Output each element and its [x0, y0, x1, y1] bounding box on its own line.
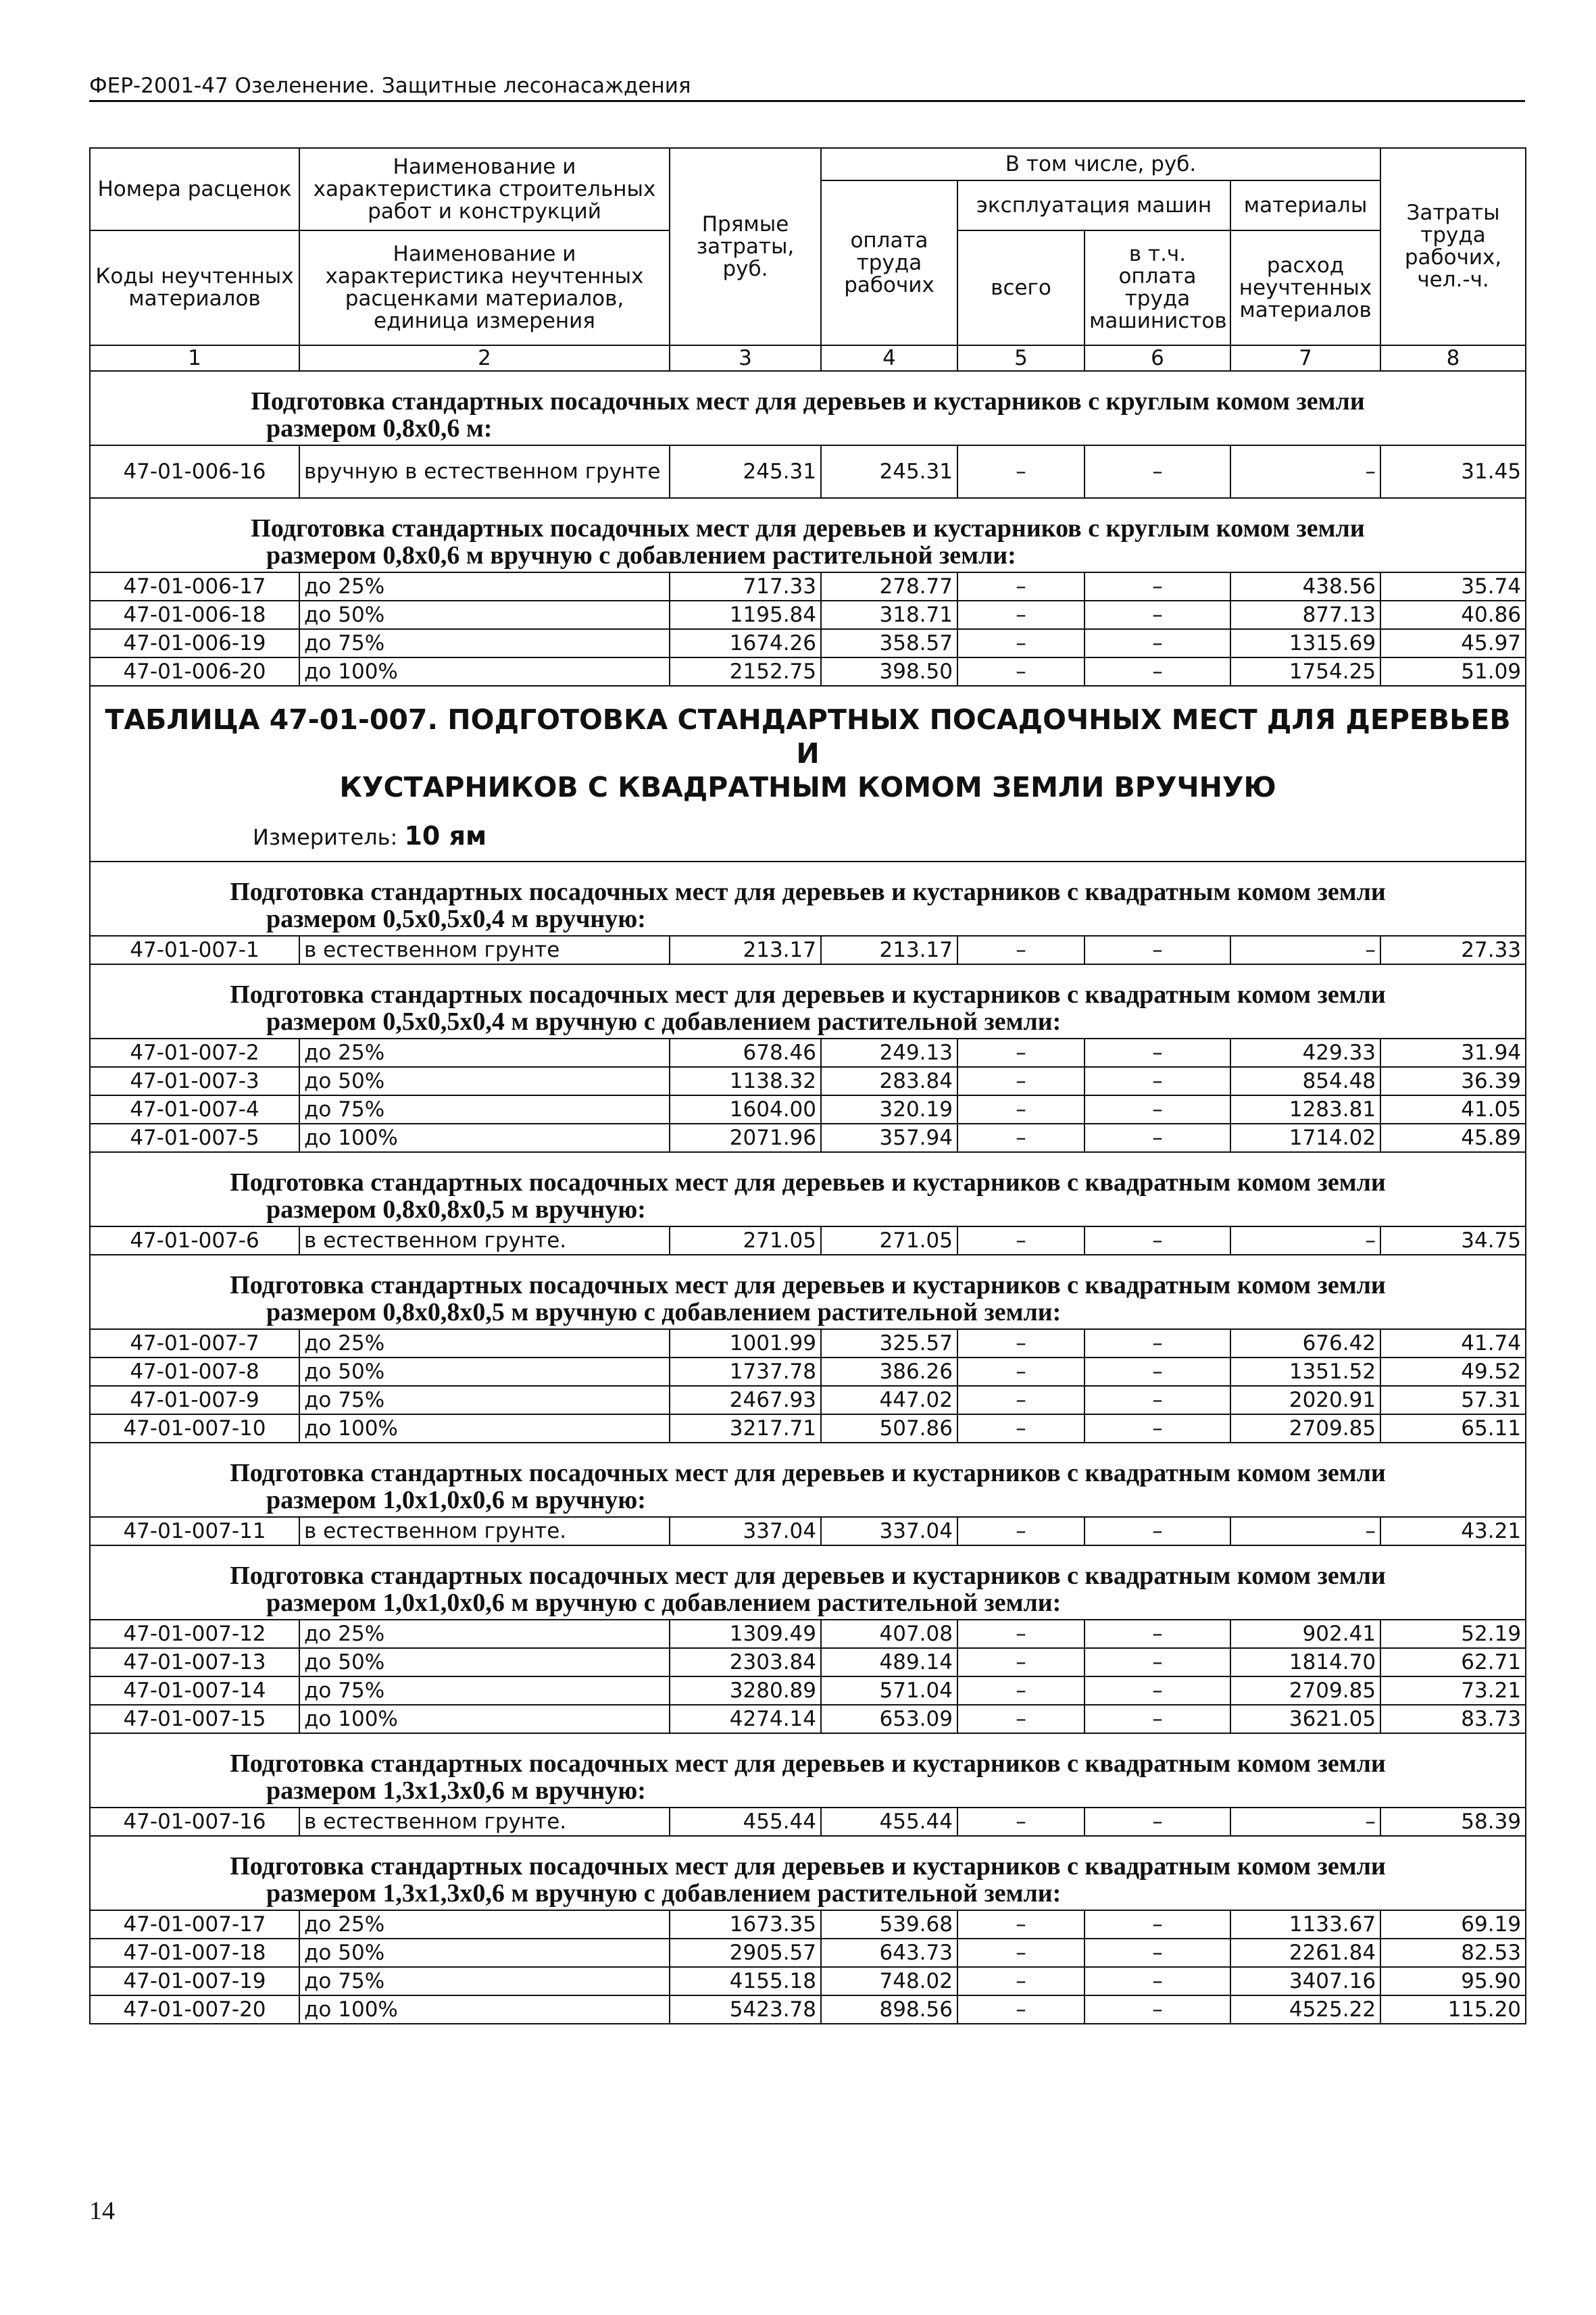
table-cell: 47-01-006-20 — [90, 657, 299, 686]
table-cell: 47-01-007-18 — [90, 1939, 299, 1967]
table-cell: – — [1084, 1067, 1230, 1095]
table-row — [90, 1648, 1526, 1676]
table-cell: 398.50 — [821, 657, 957, 686]
section-heading-line2: размером 1,0х1,0х0,6 м вручную: — [266, 1486, 646, 1514]
table-cell: – — [1230, 936, 1380, 964]
table-cell: до 50% — [299, 1358, 670, 1386]
table-row — [90, 601, 1526, 629]
table-title — [90, 686, 1526, 862]
table-cell: – — [957, 1967, 1084, 1995]
section-heading-line2: размером 0,5х0,5х0,4 м вручную с добавлением растительной земли: — [266, 1007, 1062, 1036]
table-cell: 249.13 — [821, 1039, 957, 1067]
table-cell: 676.42 — [1230, 1329, 1380, 1358]
table-cell: 58.39 — [1380, 1808, 1526, 1836]
table-cell: – — [957, 1939, 1084, 1967]
table-cell: – — [1084, 1967, 1230, 1995]
table-cell: 2709.85 — [1230, 1414, 1380, 1443]
table-cell: – — [957, 1039, 1084, 1067]
section-heading-line1: Подготовка стандартных посадочных мест для деревьев и кустарников с квадратным комом земли — [230, 1271, 1386, 1299]
table-row — [90, 936, 1526, 964]
machines-header: эксплуатация машин — [957, 180, 1230, 230]
table-cell: 898.56 — [821, 1995, 957, 2024]
section-heading — [90, 1545, 1526, 1620]
table-cell: 36.39 — [1380, 1067, 1526, 1095]
table-cell: 43.21 — [1380, 1517, 1526, 1545]
table-cell: 47-01-007-4 — [90, 1095, 299, 1124]
table-cell: 507.86 — [821, 1414, 957, 1443]
table-cell: 245.31 — [670, 445, 821, 498]
table-row — [90, 1095, 1526, 1124]
table-cell: в естественном грунте. — [299, 1808, 670, 1836]
section-heading-row — [90, 371, 1526, 445]
table-row — [90, 1386, 1526, 1414]
table-cell: 1754.25 — [1230, 657, 1380, 686]
section-heading-row — [90, 1443, 1526, 1517]
table-cell: 47-01-007-2 — [90, 1039, 299, 1067]
column-number: 6 — [1084, 345, 1230, 371]
table-cell: – — [1084, 629, 1230, 657]
table-cell: 47-01-007-20 — [90, 1995, 299, 2024]
section-heading-line1: Подготовка стандартных посадочных мест для деревьев и кустарников с квадратным комом земли — [230, 878, 1386, 906]
section-heading — [90, 1255, 1526, 1329]
materials-unaccounted-header: расход неучтенных материалов — [1230, 230, 1380, 345]
table-cell: 3621.05 — [1230, 1705, 1380, 1733]
table-cell: 47-01-006-19 — [90, 629, 299, 657]
table-body — [90, 371, 1526, 2024]
table-cell: 31.94 — [1380, 1039, 1526, 1067]
table-cell: 1001.99 — [670, 1329, 821, 1358]
table-cell: 1315.69 — [1230, 629, 1380, 657]
table-cell: – — [1084, 1517, 1230, 1545]
table-cell: 4155.18 — [670, 1967, 821, 1995]
section-heading-line1: Подготовка стандартных посадочных мест для деревьев и кустарников с квадратным комом земли — [230, 1749, 1386, 1778]
table-cell: 41.74 — [1380, 1329, 1526, 1358]
section-heading-line2: размером 1,3х1,3х0,6 м вручную с добавлением растительной земли: — [266, 1879, 1062, 1908]
table-cell: 3280.89 — [670, 1676, 821, 1705]
table-cell: – — [957, 572, 1084, 601]
table-cell: – — [957, 1648, 1084, 1676]
table-cell: 1737.78 — [670, 1358, 821, 1386]
machines-labor-header: в т.ч. оплата труда машинистов — [1084, 230, 1230, 345]
section-heading-row — [90, 862, 1526, 936]
table-cell: 271.05 — [821, 1226, 957, 1255]
table-cell: 1604.00 — [670, 1095, 821, 1124]
table-row — [90, 1910, 1526, 1939]
table-cell: до 75% — [299, 1676, 670, 1705]
table-cell: 47-01-007-19 — [90, 1967, 299, 1995]
table-cell: – — [1084, 1386, 1230, 1414]
section-heading-line2: размером 1,3х1,3х0,6 м вручную: — [266, 1776, 646, 1805]
section-heading-row — [90, 1545, 1526, 1620]
column-numbers-row — [90, 345, 1526, 371]
table-row — [90, 445, 1526, 498]
table-cell: 539.68 — [821, 1910, 957, 1939]
table-row — [90, 1226, 1526, 1255]
section-heading-line2: размером 0,5х0,5х0,4 м вручную: — [266, 905, 646, 933]
table-cell: 34.75 — [1380, 1226, 1526, 1255]
table-cell: – — [1084, 1676, 1230, 1705]
table-cell: 2261.84 — [1230, 1939, 1380, 1967]
section-heading-line2: размером 1,0х1,0х0,6 м вручную с добавлением растительной земли: — [266, 1589, 1062, 1617]
table-cell: 2152.75 — [670, 657, 821, 686]
table-row — [90, 1517, 1526, 1545]
table-cell: 1138.32 — [670, 1067, 821, 1095]
table-cell: до 50% — [299, 1939, 670, 1967]
col3-header: Прямые затраты, руб. — [670, 148, 821, 345]
table-cell: 51.09 — [1380, 657, 1526, 686]
table-cell: 47-01-007-14 — [90, 1676, 299, 1705]
table-cell: 1714.02 — [1230, 1124, 1380, 1152]
table-cell: 2303.84 — [670, 1648, 821, 1676]
table-cell: 47-01-007-11 — [90, 1517, 299, 1545]
table-cell: до 100% — [299, 1124, 670, 1152]
table-cell: до 25% — [299, 1039, 670, 1067]
table-cell: 571.04 — [821, 1676, 957, 1705]
table-cell: – — [957, 657, 1084, 686]
table-row — [90, 1939, 1526, 1967]
table-cell: – — [957, 1910, 1084, 1939]
section-heading-row — [90, 1255, 1526, 1329]
table-cell: – — [1084, 572, 1230, 601]
table-cell: в естественном грунте. — [299, 1517, 670, 1545]
table-cell: 47-01-007-13 — [90, 1648, 299, 1676]
table-cell: – — [1084, 936, 1230, 964]
table-cell: – — [1084, 445, 1230, 498]
table-row — [90, 1358, 1526, 1386]
table-cell: 1195.84 — [670, 601, 821, 629]
table-cell: – — [1084, 1648, 1230, 1676]
table-cell: 82.53 — [1380, 1939, 1526, 1967]
table-cell: 271.05 — [670, 1226, 821, 1255]
table-cell: 115.20 — [1380, 1995, 1526, 2024]
table-cell: – — [1084, 1329, 1230, 1358]
table-cell: 95.90 — [1380, 1967, 1526, 1995]
table-cell: до 25% — [299, 1620, 670, 1648]
machines-total-header: всего — [957, 230, 1084, 345]
section-heading — [90, 1836, 1526, 1910]
table-cell: – — [957, 936, 1084, 964]
section-heading-row — [90, 1152, 1526, 1226]
section-heading — [90, 1443, 1526, 1517]
table-cell: – — [957, 1808, 1084, 1836]
section-heading-row — [90, 1733, 1526, 1808]
table-cell: 717.33 — [670, 572, 821, 601]
table-cell: 47-01-007-16 — [90, 1808, 299, 1836]
col1-top-header: Номера расценок — [90, 148, 299, 230]
table-cell: – — [957, 1067, 1084, 1095]
table-cell: – — [1084, 1939, 1230, 1967]
section-heading — [90, 964, 1526, 1039]
table-cell: – — [1084, 1039, 1230, 1067]
table-cell: до 50% — [299, 1067, 670, 1095]
table-cell: 325.57 — [821, 1329, 957, 1358]
column-number: 5 — [957, 345, 1084, 371]
table-cell: 47-01-007-10 — [90, 1414, 299, 1443]
section-heading — [90, 371, 1526, 445]
table-cell: 1814.70 — [1230, 1648, 1380, 1676]
table-cell: 1674.26 — [670, 629, 821, 657]
table-cell: – — [1084, 1095, 1230, 1124]
table-row — [90, 1620, 1526, 1648]
table-cell: 47-01-007-1 — [90, 936, 299, 964]
table-cell: до 75% — [299, 1386, 670, 1414]
table-cell: до 100% — [299, 657, 670, 686]
table-row — [90, 657, 1526, 686]
table-cell: до 25% — [299, 1910, 670, 1939]
section-heading-line1: Подготовка стандартных посадочных мест для деревьев и кустарников с круглым комом земли — [251, 514, 1365, 543]
table-cell: – — [1084, 1995, 1230, 2024]
column-number: 8 — [1380, 345, 1526, 371]
table-cell: до 100% — [299, 1414, 670, 1443]
column-number: 3 — [670, 345, 821, 371]
col1-bottom-header: Коды неучтенных материалов — [90, 230, 299, 345]
table-cell: – — [957, 1226, 1084, 1255]
table-cell: 643.73 — [821, 1939, 957, 1967]
table-cell: 245.31 — [821, 445, 957, 498]
measure-label: Измеритель: — [253, 824, 398, 850]
table-cell: 47-01-006-17 — [90, 572, 299, 601]
table-cell: до 25% — [299, 572, 670, 601]
table-cell: до 100% — [299, 1705, 670, 1733]
section-heading — [90, 498, 1526, 572]
table-cell: 1283.81 — [1230, 1095, 1380, 1124]
table-row — [90, 1039, 1526, 1067]
table-cell: 386.26 — [821, 1358, 957, 1386]
table-cell: 854.48 — [1230, 1067, 1380, 1095]
section-heading-line1: Подготовка стандартных посадочных мест для деревьев и кустарников с квадратным комом земли — [230, 1168, 1386, 1197]
table-cell: 407.08 — [821, 1620, 957, 1648]
table-row — [90, 1329, 1526, 1358]
table-cell: – — [957, 601, 1084, 629]
section-heading-line2: размером 0,8х0,6 м вручную с добавлением растительной земли: — [266, 541, 1016, 570]
section-heading-line1: Подготовка стандартных посадочных мест для деревьев и кустарников с круглым комом земли — [251, 387, 1365, 416]
table-cell: – — [957, 1705, 1084, 1733]
table-cell: – — [957, 629, 1084, 657]
column-number: 4 — [821, 345, 957, 371]
table-cell: 47-01-007-8 — [90, 1358, 299, 1386]
table-title-line1: ТАБЛИЦА 47-01-007. ПОДГОТОВКА СТАНДАРТНЫХ ПОСАДОЧНЫХ МЕСТ ДЛЯ ДЕРЕВЬЕВ И — [105, 703, 1511, 770]
table-cell: 489.14 — [821, 1648, 957, 1676]
table-cell: 429.33 — [1230, 1039, 1380, 1067]
table-cell: 47-01-007-15 — [90, 1705, 299, 1733]
table-cell: 447.02 — [821, 1386, 957, 1414]
table-cell: 1133.67 — [1230, 1910, 1380, 1939]
table-cell: 455.44 — [821, 1808, 957, 1836]
table-cell: 47-01-007-17 — [90, 1910, 299, 1939]
rates-table — [89, 147, 1526, 2024]
table-cell: 3217.71 — [670, 1414, 821, 1443]
table-row — [90, 1967, 1526, 1995]
measure-line — [97, 819, 1518, 854]
table-cell: 52.19 — [1380, 1620, 1526, 1648]
page-number: 14 — [89, 2197, 115, 2225]
table-cell: 47-01-007-6 — [90, 1226, 299, 1255]
section-heading — [90, 862, 1526, 936]
table-cell: 47-01-007-5 — [90, 1124, 299, 1152]
table-cell: 2709.85 — [1230, 1676, 1380, 1705]
table-cell: – — [1084, 1808, 1230, 1836]
table-cell: – — [1084, 1226, 1230, 1255]
section-heading-line1: Подготовка стандартных посадочных мест для деревьев и кустарников с квадратным комом земли — [230, 980, 1386, 1009]
section-heading-line2: размером 0,8х0,8х0,5 м вручную: — [266, 1195, 646, 1224]
table-cell: – — [957, 1995, 1084, 2024]
measure-value: 10 ям — [404, 821, 487, 851]
table-cell: 678.46 — [670, 1039, 821, 1067]
table-cell: 62.71 — [1380, 1648, 1526, 1676]
table-cell: 2467.93 — [670, 1386, 821, 1414]
table-cell: 57.31 — [1380, 1386, 1526, 1414]
table-cell: 357.94 — [821, 1124, 957, 1152]
table-cell: – — [1084, 1124, 1230, 1152]
table-cell: 5423.78 — [670, 1995, 821, 2024]
section-heading-line1: Подготовка стандартных посадочных мест для деревьев и кустарников с квадратным комом земли — [230, 1459, 1386, 1487]
column-number: 2 — [299, 345, 670, 371]
table-row — [90, 1414, 1526, 1443]
table-cell: – — [957, 1095, 1084, 1124]
table-cell: – — [1084, 657, 1230, 686]
materials-header: материалы — [1230, 180, 1380, 230]
section-heading-line1: Подготовка стандартных посадочных мест для деревьев и кустарников с квадратным комом земли — [230, 1562, 1386, 1590]
table-cell: 748.02 — [821, 1967, 957, 1995]
table-cell: 320.19 — [821, 1095, 957, 1124]
table-cell: 337.04 — [670, 1517, 821, 1545]
table-cell: 35.74 — [1380, 572, 1526, 601]
column-number: 7 — [1230, 345, 1380, 371]
table-cell: 455.44 — [670, 1808, 821, 1836]
table-cell: 27.33 — [1380, 936, 1526, 964]
table-row — [90, 1067, 1526, 1095]
table-cell: 4274.14 — [670, 1705, 821, 1733]
table-cell: 47-01-007-9 — [90, 1386, 299, 1414]
table-row — [90, 1676, 1526, 1705]
table-cell: 877.13 — [1230, 601, 1380, 629]
table-row — [90, 629, 1526, 657]
labor-header: оплата труда рабочих — [821, 180, 957, 345]
table-cell: – — [957, 1414, 1084, 1443]
table-cell: 4525.22 — [1230, 1995, 1380, 2024]
table-cell: – — [957, 1620, 1084, 1648]
table-cell: 40.86 — [1380, 601, 1526, 629]
table-cell: 902.41 — [1230, 1620, 1380, 1648]
col8-header: Затраты труда рабочих, чел.-ч. — [1380, 148, 1526, 345]
table-cell: – — [1084, 601, 1230, 629]
table-cell: в естественном грунте — [299, 936, 670, 964]
table-cell: 47-01-007-3 — [90, 1067, 299, 1095]
table-cell: – — [1230, 1226, 1380, 1255]
section-heading-row — [90, 1836, 1526, 1910]
table-cell: до 25% — [299, 1329, 670, 1358]
col2-bottom-header: Наименование и характеристика неучтенных расценками материалов, единица измерения — [299, 230, 670, 345]
table-cell: 69.19 — [1380, 1910, 1526, 1939]
table-cell: 41.05 — [1380, 1095, 1526, 1124]
table-cell: 438.56 — [1230, 572, 1380, 601]
table-cell: в естественном грунте. — [299, 1226, 670, 1255]
table-cell: 283.84 — [821, 1067, 957, 1095]
table-cell: до 50% — [299, 601, 670, 629]
section-heading-row — [90, 498, 1526, 572]
section-heading-line1: Подготовка стандартных посадочных мест для деревьев и кустарников с квадратным комом земли — [230, 1852, 1386, 1881]
table-cell: до 75% — [299, 629, 670, 657]
table-cell: до 50% — [299, 1648, 670, 1676]
table-cell: 337.04 — [821, 1517, 957, 1545]
table-cell: 49.52 — [1380, 1358, 1526, 1386]
table-cell: 31.45 — [1380, 445, 1526, 498]
table-cell: 2020.91 — [1230, 1386, 1380, 1414]
table-cell: – — [1230, 1517, 1380, 1545]
table-cell: – — [1230, 445, 1380, 498]
table-cell: 3407.16 — [1230, 1967, 1380, 1995]
section-heading — [90, 1152, 1526, 1226]
table-cell: 653.09 — [821, 1705, 957, 1733]
table-cell: – — [1084, 1414, 1230, 1443]
table-cell: – — [957, 1386, 1084, 1414]
table-cell: 358.57 — [821, 629, 957, 657]
table-cell: – — [1084, 1620, 1230, 1648]
table-cell: 65.11 — [1380, 1414, 1526, 1443]
table-cell: – — [957, 1517, 1084, 1545]
table-cell: 47-01-007-7 — [90, 1329, 299, 1358]
table-cell: 45.97 — [1380, 629, 1526, 657]
table-cell: 47-01-007-12 — [90, 1620, 299, 1648]
table-row — [90, 1124, 1526, 1152]
table-title-line2: КУСТАРНИКОВ С КВАДРАТНЫМ КОМОМ ЗЕМЛИ ВРУЧНУЮ — [339, 771, 1276, 803]
table-cell: 213.17 — [670, 936, 821, 964]
table-cell: 83.73 — [1380, 1705, 1526, 1733]
table-cell: – — [1084, 1705, 1230, 1733]
table-cell: 47-01-006-18 — [90, 601, 299, 629]
table-cell: 213.17 — [821, 936, 957, 964]
table-cell: 45.89 — [1380, 1124, 1526, 1152]
table-cell: – — [1084, 1358, 1230, 1386]
table-cell: – — [957, 1676, 1084, 1705]
table-cell: 2905.57 — [670, 1939, 821, 1967]
table-cell: до 100% — [299, 1995, 670, 2024]
table-cell: – — [1230, 1808, 1380, 1836]
table-cell: – — [1084, 1910, 1230, 1939]
included-header: В том числе, руб. — [821, 148, 1380, 180]
table-row — [90, 1808, 1526, 1836]
section-heading-line2: размером 0,8х0,8х0,5 м вручную с добавлением растительной земли: — [266, 1298, 1062, 1326]
table-cell: 1351.52 — [1230, 1358, 1380, 1386]
table-cell: 1673.35 — [670, 1910, 821, 1939]
table-cell: – — [957, 445, 1084, 498]
table-cell: до 75% — [299, 1967, 670, 1995]
table-cell: 278.77 — [821, 572, 957, 601]
table-cell: 318.71 — [821, 601, 957, 629]
table-cell: – — [957, 1358, 1084, 1386]
table-header — [90, 148, 1526, 371]
table-cell: 47-01-006-16 — [90, 445, 299, 498]
section-heading-row — [90, 964, 1526, 1039]
table-row — [90, 1705, 1526, 1733]
col2-top-header: Наименование и характеристика строительных работ и конструкций — [299, 148, 670, 230]
section-heading — [90, 1733, 1526, 1808]
table-title-row — [90, 686, 1526, 862]
column-number: 1 — [90, 345, 299, 371]
table-row — [90, 1995, 1526, 2024]
table-cell: 1309.49 — [670, 1620, 821, 1648]
table-cell: 73.21 — [1380, 1676, 1526, 1705]
table-cell: – — [957, 1329, 1084, 1358]
table-cell: вручную в естественном грунте — [299, 445, 670, 498]
table-cell: до 75% — [299, 1095, 670, 1124]
table-cell: – — [957, 1124, 1084, 1152]
section-heading-line2: размером 0,8х0,6 м: — [266, 414, 493, 443]
table-cell: 2071.96 — [670, 1124, 821, 1152]
page-header: ФЕР-2001-47 Озеленение. Защитные лесонасаждения — [89, 73, 1525, 102]
table-row — [90, 572, 1526, 601]
